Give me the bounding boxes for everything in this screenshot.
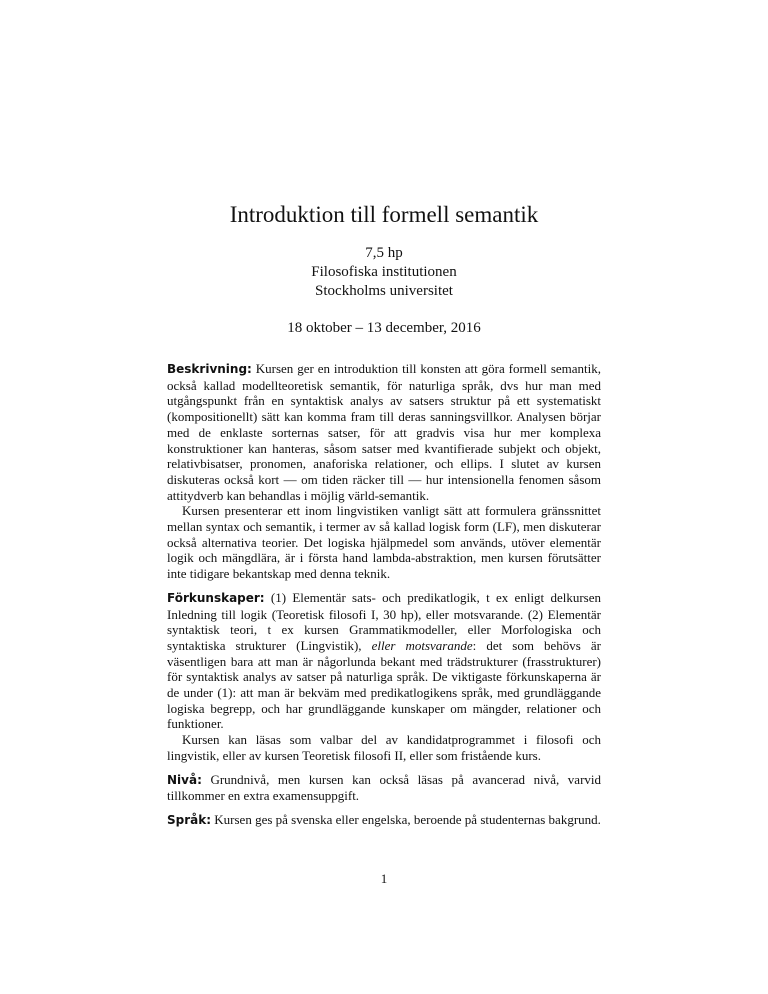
section-forkunskaper [167, 590, 601, 764]
beskrivning-label: Beskrivning: [167, 362, 252, 376]
forkunskaper-paragraph-2: Kursen kan läsas som valbar del av kandidatprogrammet i filosofi och lingvistik, eller av kursen Teoretisk filosofi II, eller som fristående kurs. [167, 732, 601, 763]
sprak-label: Språk: [167, 812, 212, 827]
forkunskaper-emphasis: eller motsvarande [371, 637, 473, 653]
page-number: 1 [380, 871, 388, 886]
forkunskaper-paragraph-1 [167, 590, 601, 732]
niva-text: Grundnivå, men kursen kan också läsas på avancerad nivå, varvid tillkommer en extra examensuppgift. [167, 771, 602, 804]
course-dates: 18 oktober – 13 december, 2016 [287, 320, 481, 336]
forkunskaper-label: Förkunskaper: [167, 590, 265, 605]
course-meta [0, 244, 768, 301]
section-niva [167, 772, 601, 804]
title-block [0, 200, 768, 338]
document-title: Introduktion till formell semantik [229, 202, 539, 227]
forkunskaper-text-1b: : det som behövs är väsentligen bara att man är någorlunda bekant med trädstrukturer (frasstrukturer) för syntaktisk analys av satser på naturliga språk. De viktigaste förkunskaperna är de under (1): att man är bekväm med predikatlogikens språk, med grundläggande logiska begrepp, och har grundläggande kunskaper om mängder, relationer och funktioner. [167, 637, 602, 732]
sprak-text: Kursen ges på svenska eller engelska, beroende på studenternas bakgrund. [214, 811, 601, 827]
section-sprak [167, 812, 601, 829]
document-body [167, 361, 601, 837]
university-name: Stockholms universitet [315, 283, 453, 299]
course-credits: 7,5 hp [365, 245, 403, 261]
niva-label: Nivå: [167, 772, 202, 787]
beskrivning-paragraph-1 [167, 361, 601, 503]
section-beskrivning [167, 361, 601, 582]
niva-paragraph [167, 772, 601, 804]
beskrivning-text-1: Kursen ger en introduktion till konsten att göra formell semantik, också kallad modellteoretisk semantik, för naturliga språk, dvs hur man med utgångspunkt från en syntaktisk analys av satsers struktur på ett systematiskt (kompositionellt) sätt kan komma fram till deras sanningsvillkor. Analysen börjar med de enklaste sorternas satser, för att gradvis visa hur mer komplexa konstruktioner kan hanteras, såsom satser med kvantifierade subjekt och objekt, relativbisatser, pronomen, anaforiska relationer, och ellips. I slutet av kursen diskuteras också kort — om tiden räcker till — hur intensionella fenomen såsom attitydverb kan behandlas i möjlig värld-semantik. [167, 361, 602, 503]
beskrivning-paragraph-2: Kursen presenterar ett inom lingvistiken vanligt sätt att formulera gränssnittet mellan syntax och semantik, i termer av så kallad logisk form (LF), men diskuterar också alternativa teorier. Det logiska hjälpmedel som används, utöver elementär logik och mängdlära, är i första hand lambda-abstraktion, men kursen förutsätter inte tidigare bekantskap med denna teknik. [167, 503, 601, 582]
department-name: Filosofiska institutionen [311, 264, 457, 280]
sprak-paragraph [167, 812, 601, 829]
forkunskaper-text-1a: (1) Elementär sats- och predikatlogik, t ex enligt delkursen Inledning till logik (Teoretisk filosofi I, 30 hp), eller motsvarande. (2) Elementär syntaktisk teori, t ex kursen Grammatikmodeller, eller Morfologiska och syntaktiska strukturer (Lingvistik), [167, 589, 601, 653]
